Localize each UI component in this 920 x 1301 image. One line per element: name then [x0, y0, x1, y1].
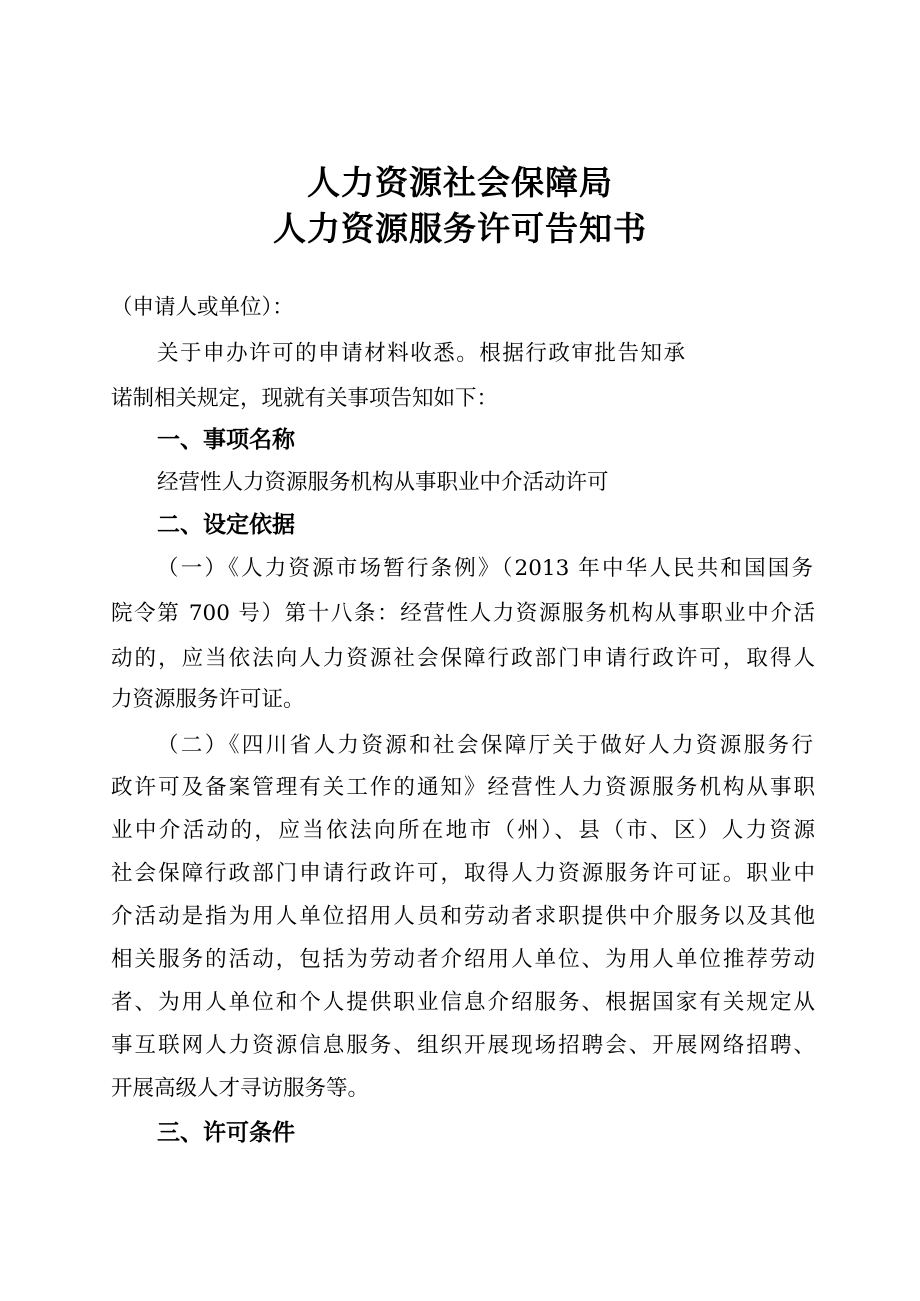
basis-2-line-2: 政许可及备案管理有关工作的通知》经营性人力资源服务机构从事职	[111, 775, 815, 800]
basis-2-line-7: 者、为用人单位和个人提供职业信息介绍服务、根据国家有关规定从	[111, 990, 815, 1015]
basis-1-line-4: 力资源服务许可证。	[111, 687, 305, 712]
basis-1-line-2: 院令第 700 号）第十八条：经营性人力资源服务机构从事职业中介活	[111, 601, 815, 626]
section-1-heading: 一、事项名称	[157, 427, 295, 453]
basis-2-line-3: 业中介活动的，应当依法向所在地市（州）、县（市、区）人力资源	[111, 818, 815, 843]
intro-line-2: 诺制相关规定，现就有关事项告知如下：	[111, 386, 499, 411]
basis-2-line-1: （二）《四川省人力资源和社会保障厅关于做好人力资源服务行	[157, 733, 813, 758]
section-1-text: 经营性人力资源服务机构从事职业中介活动许可	[157, 470, 609, 495]
section-2-heading: 二、设定依据	[157, 512, 295, 538]
basis-2-line-9: 开展高级人才寻访服务等。	[111, 1076, 370, 1101]
section-3-heading: 三、许可条件	[157, 1120, 295, 1146]
basis-2-line-6: 相关服务的活动，包括为劳动者介绍用人单位、为用人单位推荐劳动	[111, 947, 815, 972]
title-line-2: 人力资源服务许可告知书	[273, 209, 647, 248]
intro-line-1: 关于申办许可的申请材料收悉。根据行政审批告知承	[157, 341, 685, 366]
basis-2-line-5: 介活动是指为用人单位招用人员和劳动者求职提供中介服务以及其他	[111, 904, 815, 929]
basis-2-line-8: 事互联网人力资源信息服务、组织开展现场招聘会、开展网络招聘、	[111, 1033, 815, 1058]
salutation: （申请人或单位）：	[111, 295, 294, 320]
basis-2-line-4: 社会保障行政部门申请行政许可，取得人力资源服务许可证。职业中	[111, 861, 815, 886]
title-line-1: 人力资源社会保障局	[307, 163, 613, 202]
basis-1-line-1: （一）《人力资源市场暂行条例》（2013 年中华人民共和国国务	[157, 556, 813, 581]
basis-1-line-3: 动的，应当依法向人力资源社会保障行政部门申请行政许可，取得人	[111, 646, 815, 671]
